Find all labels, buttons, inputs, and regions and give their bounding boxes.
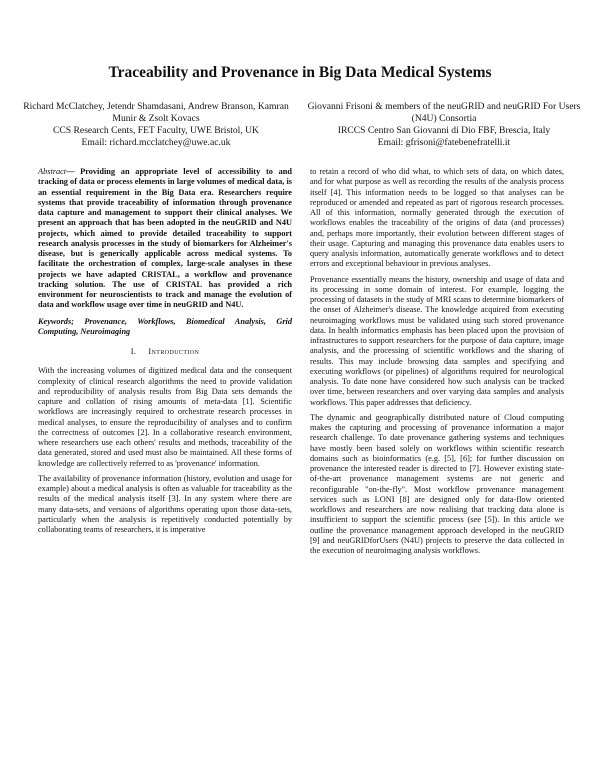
- keywords: [38, 317, 292, 338]
- section-heading: [38, 347, 292, 357]
- author-email-left: Email: richard.mcclatchey@uwe.ac.uk: [81, 137, 231, 148]
- author-names-right: Giovanni Frisoni & members of the neuGRID and neuGRID For Users (N4U) Consortia: [307, 101, 581, 124]
- left-column: [38, 167, 292, 540]
- author-block-right: [306, 101, 582, 149]
- body-paragraph-right-3: The dynamic and geographically distributed nature of Cloud computing makes the capturing and processing of provenance information a major research challenge. To date provenance gathering systems and techniques have mostly been based solely on workflows within scientific research domains such as bioinformatics (e.g. [5], [6]; for further discussion on provenance the interested reader is directed to [7]. However existing state-of-the-art provenance management systems are not generic and reconfigurable "on-the-fly". Most workflow provenance management services such as LONI [8] are designed only for data-flow oriented workflows and researchers are now realising that tracking data alone is insufficient to support the scientific process (see [5]). In this article we outline the provenance management approach developed in the neuGRID [9] and neuGRIDforUsers (N4U) projects to preserve the data collected in the execution of neuroimaging analysis workflows.: [310, 412, 564, 555]
- section-title: Introduction: [148, 347, 200, 356]
- abstract-label: Abstract: [38, 167, 67, 176]
- right-column: [310, 167, 564, 561]
- author-affiliation-left: CCS Research Cents, FET Faculty, UWE Bristol, UK: [53, 125, 259, 136]
- author-block-left: [22, 101, 290, 149]
- paper-title: Traceability and Provenance in Big Data Medical Systems: [108, 64, 492, 81]
- abstract: [38, 167, 292, 311]
- keywords-label: Keywords;: [38, 316, 74, 326]
- body-paragraph-left-2: The availability of provenance information (history, evolution and usage for example) about a medical analysis is often as valuable for traceability as the results of the medical analysis itself [3]. In any system where there are many data-sets, and versions of algorithms operating upon those data-sets, particularly when the analysis is repetitively conducted potentially by collaborating teams of researchers, it is imperative: [38, 473, 292, 534]
- body-paragraph-right-2: Provenance essentially means the history, ownership and usage of data and its processing in some domain of interest. For example, logging the processing of datasets in the study of MRI scans to determine biomarkers of the onset of Alzheimer's disease. The knowledge acquired from executing neuroimaging workflows must be validated using such stored provenance data. In health informatics emphasis has been placed upon the provision of infrastructures to support researchers for the purpose of data capture, image analysis, and the processing of scientific workflows and the sharing of results. This may include browsing data samples and specifying and executing workflows (or pipelines) of algorithms required for neurological analysis. To date none have considered how such analysis can be tracked over time, between researchers and over varying data samples and analysis workflows. This paper addresses that deficiency.: [310, 274, 564, 407]
- body-paragraph-right-1: to retain a record of who did what, to which sets of data, on which dates, and for what purpose as well as recording the results of the analysis process itself [4]. This information needs to be logged so that analyses can be reproduced or amended and repeated as part of rigorous research processes. All of this information, normally generated through the execution of workflows enables the traceability of the origins of data (and processes) and, perhaps more importantly, their evolution between different stages of their usage. Capturing and managing this provenance data enables users to query analysis information, automatically generate workflows and to detect errors and exceptional behaviour in previous analyses.: [310, 167, 564, 269]
- author-email-right: Email: gfrisoni@fatebenefratelli.it: [377, 137, 511, 148]
- keywords-text: Provenance, Workflows, Biomedical Analysis, Grid Computing, Neuroimaging: [38, 316, 292, 336]
- abstract-text: — Providing an appropriate level of accessibility to and tracking of data or process elements in large volumes of medical data, is an essential requirement in the Big Data era. Researchers require systems that provide traceability of information through provenance data capture and management to support their clinical analyses. We present an approach that has been adopted in the neuGRID and N4U projects, which aimed to provide detailed traceability to support research analysis processes in the study of biomarkers for Alzheimer's disease, but is generically applicable across medical systems. To facilitate the orchestration of complex, large-scale analyses in these projects we have adapted CRISTAL, a workflow and provenance tracking solution. The use of CRISTAL has provided a rich environment for neuroscientists to track and manage the evolution of data and workflow usage over time in neuGRID and N4U.: [38, 167, 292, 310]
- author-names-left: Richard McClatchey, Jetendr Shamdasani, Andrew Branson, Kamran Munir & Zsolt Kovacs: [23, 101, 289, 124]
- author-affiliation-right: IRCCS Centro San Giovanni di Dio FBF, Brescia, Italy: [337, 125, 551, 136]
- body-paragraph-left-1: With the increasing volumes of digitized medical data and the consequent complexity of clinical research algorithms the need to provide validation and reproducibility of analysis results from Big Data sets demands the capture and collation of rising amounts of meta-data [1]. Scientific workflows are increasingly required to orchestrate research processes in medical analyses, to ensure the reproducibility of analyses and to confirm the correctness of outcomes [2]. In a collaborative research environment, where researchers use each others' results and methods, traceability of the data generated, stored and used must also be maintained. All these forms of knowledge are collectively referred to as 'provenance' information.: [38, 366, 292, 468]
- section-number: I.: [130, 347, 137, 356]
